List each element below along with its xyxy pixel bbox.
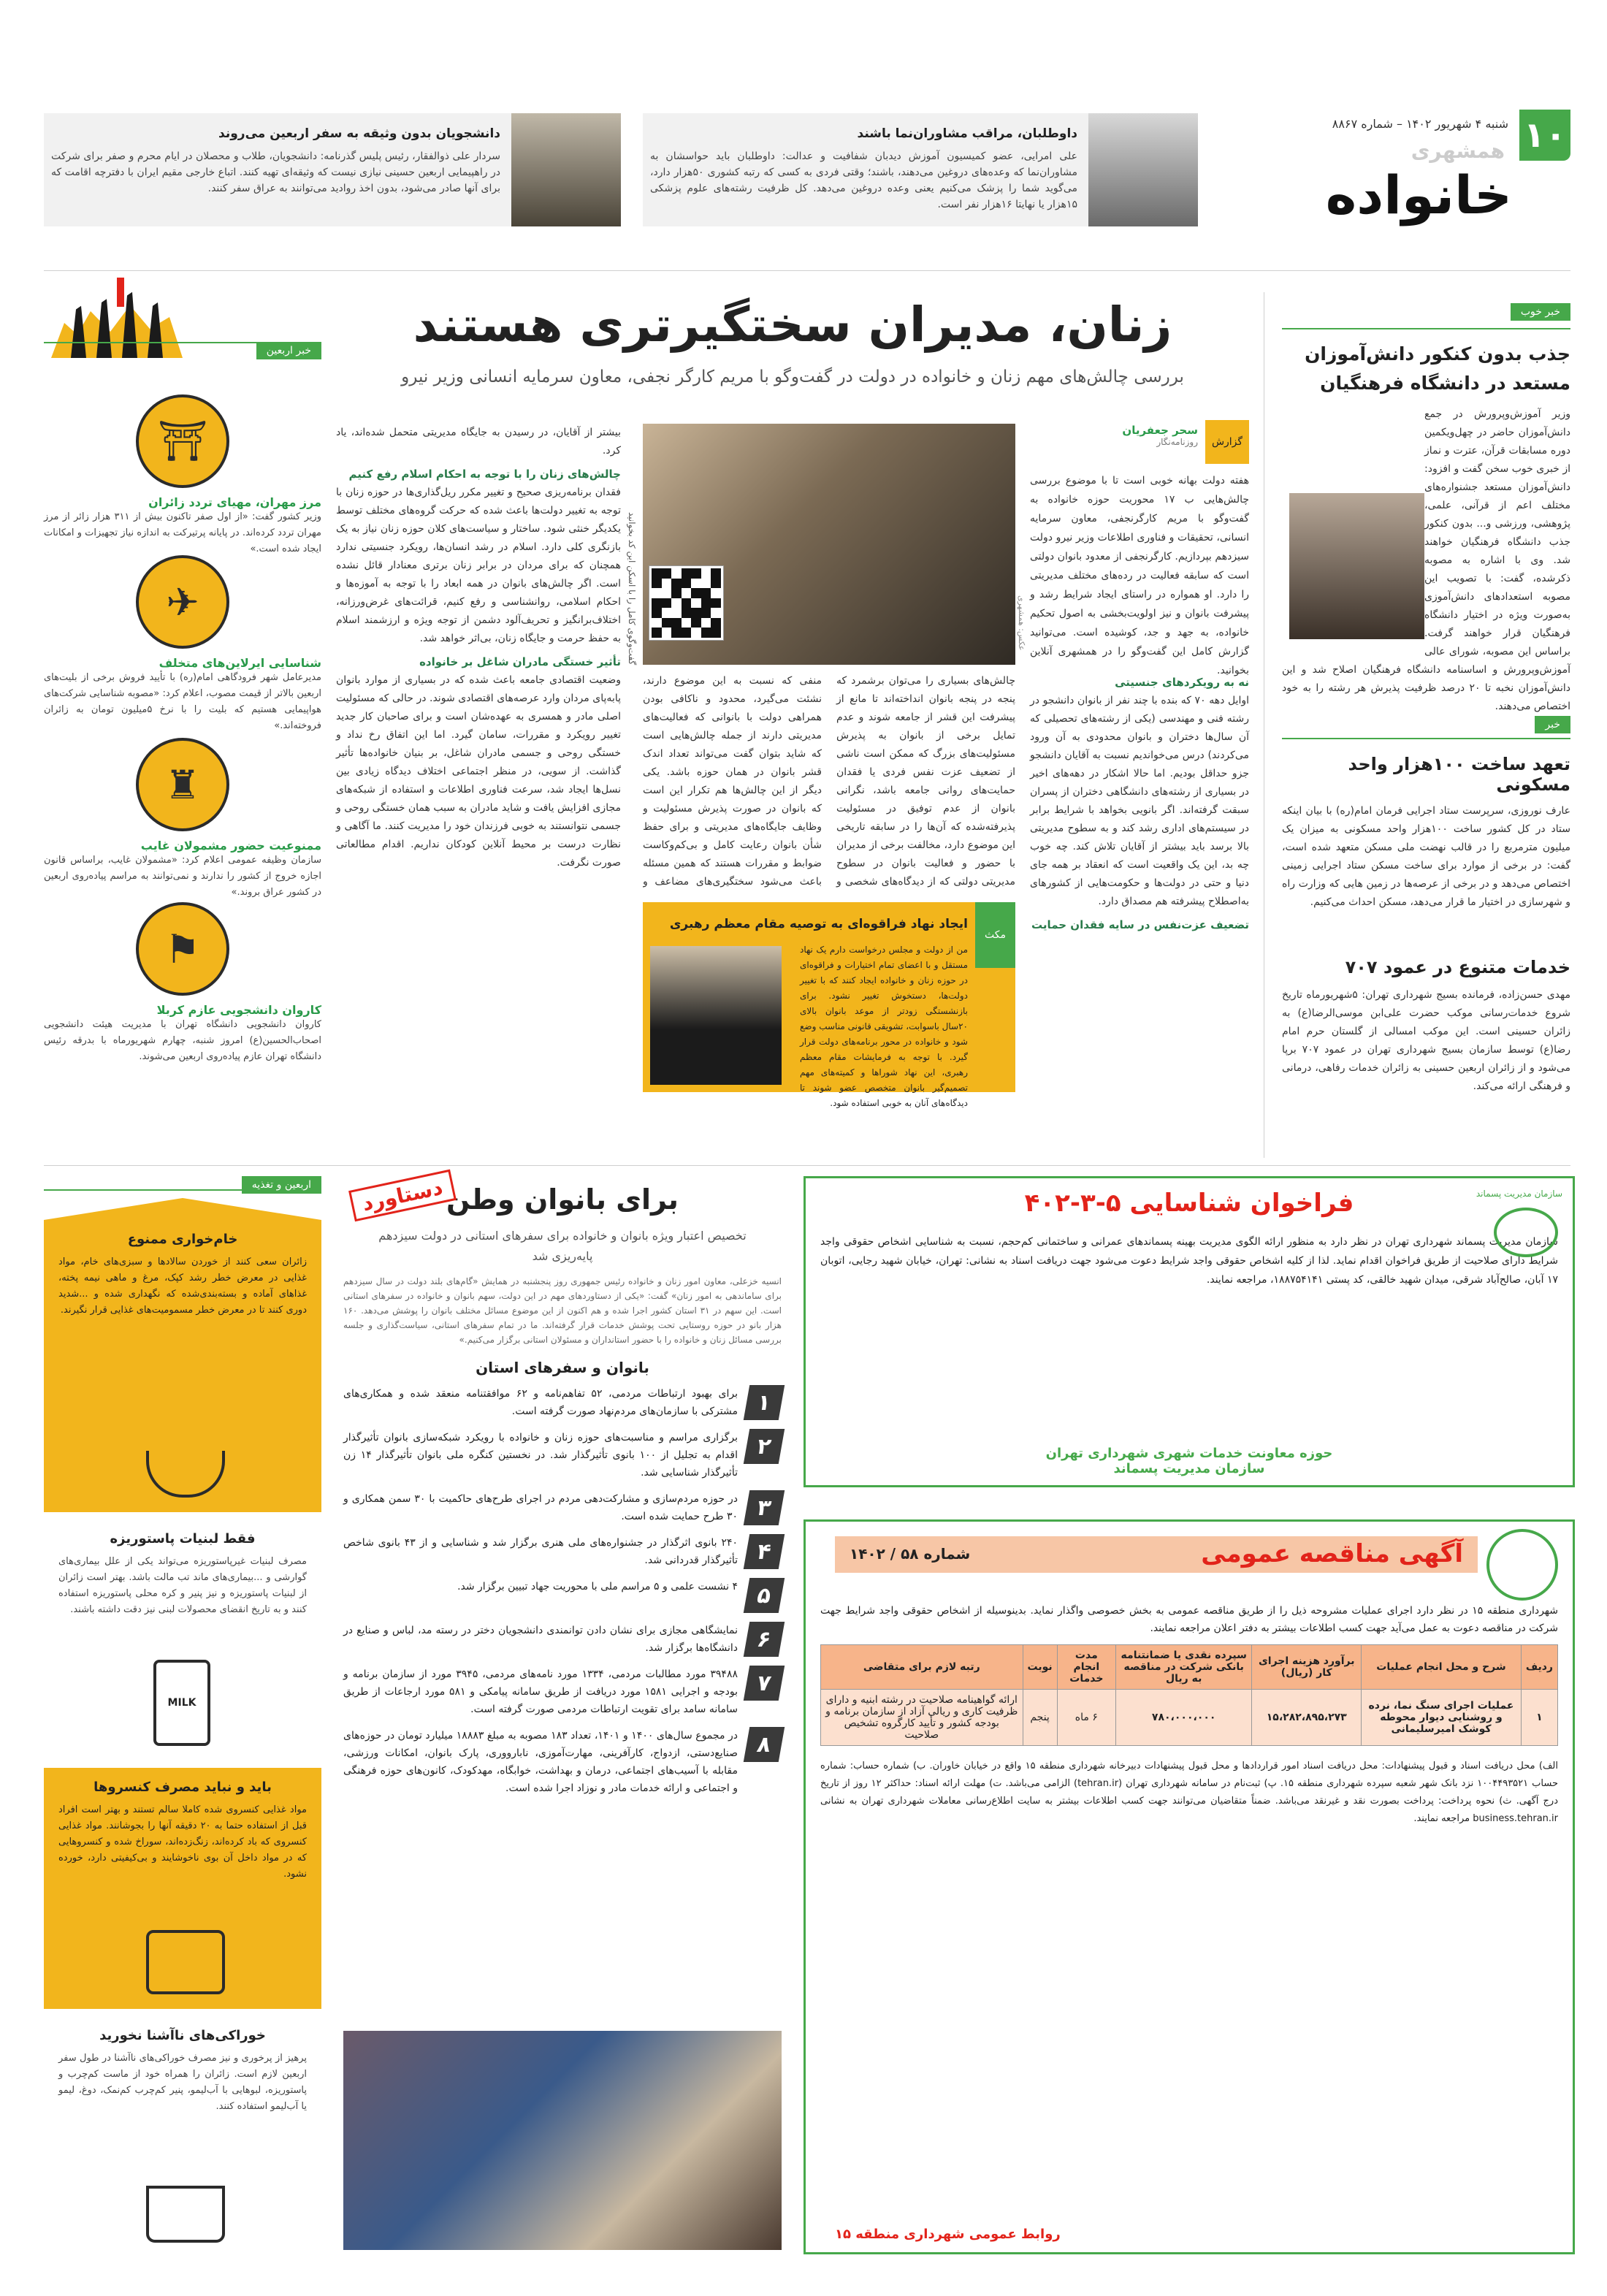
item-number: ۵ (744, 1578, 785, 1613)
ad-call-text: سازمان مدیریت پسماند شهرداری تهران در نظر دارد به منظور ارائه الگوی مدیریت بهینه پسماندهای عمرانی و ساختمانی کم‌حجم، نسبت به شناسایی اشخاص حقوقی واجد شرایط دارای صلاحیت از طریق فراخوان اقدام نماید. لذا از کلیه اشخاص حقوقی واجد شرایط دعوت می‌شود جهت دریافت اسناد به نشانی: تهران، خیابان شهید رجایی، اتوبان ۱۷ آبان، صالح‌آباد شرقی، میدان شهید خالقی، کد پستی ۱۸۸۷۵۴۱۴۱، مراجعه نمایند. (820, 1236, 1558, 1286)
qr-code (649, 566, 723, 640)
author-role: روزنامه‌نگار (1156, 437, 1198, 447)
news-1-text: عارف نوروزی، سرپرست ستاد اجرایی فرمان امام(ره) با بیان اینکه ستاد در کل کشور ساخت ۱۰۰هزار واحد مسکونی به میزان یک میلیون مترمربع را در قالب نهضت ملی مسکن متعهد شده است، گفت: در برخی از موارد برای ساخت مسکن ستاد اجرایی زمینی اختصاص می‌دهد و در برخی از عرصه‌ها در زمین هایی که وزارت راه و شهرسازی در اختیار ما قرار می‌دهد، مسکن احداث می‌کنیم. (1282, 805, 1570, 908)
ad-call-title: فراخوان شناسایی ۵-۳-۴۰۲ (1024, 1189, 1354, 1218)
card-text: مصرف لبنیات غیرپاستوریزه می‌تواند یکی از علل بیماری‌های گوارشی و ...بیماری‌های ماند تب مالت باشد. بهتر است زائران از لبنیات پاستوریزه و نیز پنیر و کره محلی پاستوریزه استفاده کنند و به تاریخ انقضای محصولات لبنی نیز دقت داشته باشند. (58, 1556, 307, 1615)
minister-photo (1289, 493, 1424, 639)
paper-name: همشهری (1411, 139, 1505, 163)
ad-tender-intro: شهرداری منطقه ۱۵ در نظر دارد اجرای عملیات مشروحه ذیل را از طریق مناقصه عمومی به بخش خصوصی واگذار نماید. بدینوسیله از اشخاص حقوقی واجد شرایط جهت شرکت در مناقصه دعوت به عمل می‌آید جهت کسب اطلاعات بیشتر به دفتر اعلان مراجعه نمایند. (820, 1605, 1558, 1634)
item-title: کاروان دانشجویی عازم کربلا (156, 1003, 321, 1017)
tender-table: ردیف شرح و محل انجام عملیات برآورد هزینه اجرای کار (ریال) سپرده نقدی یا ضمانتنامه بانکی شرکت در مناقصه به ریال مدت انجام خدمات نوبت رتبه لازم برای متقاضی ۱ عملیات اجرای سنگ نما، نرده و روشنایی دیوار محوطه کوشک امیرسلیمانی ۱۵،۲۸۲،۸۹۵،۲۷۳ ۷۸۰،۰۰۰،۰۰۰ ۶ ماه پنجم ارائه گواهینامه صلاحیت در رشته ابنیه و دارای ظرفیت کاری و ریالی آزاد از سازمان برنامه و بودجه کشور و تأیید کارگروه تشخیص صلاحیت (820, 1644, 1558, 1746)
card-text: زائران سعی کنند از خوردن سالادها و سبزی‌های خام، مواد غذایی در معرض خطر رشد کپک، مرغ و ماهی نیمه پخته، غذاهای آماده و بسته‌بندی‌شده که نگهداری شده و ...شدید دوری کنند تا در معرض خطر مسمومیت‌های غذایی قرار نگیرند. (58, 1256, 307, 1316)
callout-text: من از دولت و مجلس درخواست دارم یک نهاد مستقل و با اعضای تمام اختیارات و فراقوه‌ای در حوزه زنان و خانواده ایجاد کنند که با تغییر دولت‌ها، دستخوش تغییر نشود. برای بازنشستگی زودتر از موعد بانوان بالای ۲۰سال باسوابت، تشویقی قانونی مناسب وضع شود و خانواده در محور برنامه‌های دولت قرار گیرد. با توجه به فرمایشات مقام معظم رهبری، این نهاد شوراها و کمیته‌های مهم تصمیم‌گیر بانوان متخصص عضو شوند تا دیدگاه‌های آنان به خوبی استفاده شود. (800, 945, 968, 1108)
item-text: در حوزه مردم‌سازی و مشارکت‌دهی مردم در اجرای طرح‌های حاکمیت با ۳۰ سمن همکاری و ۳۰ طرح حمایت شده است. (343, 1493, 738, 1522)
item-title: شناسایی ایرلاین‌های متخلف (159, 656, 321, 670)
brief-text: سردار علی ذوالفقار، رئیس پلیس گذرنامه: دانشجویان، طلاب و محصلان در ایام محرم و صفر برای شرکت در راهپیمایی اربعین حسینی نیازی نیست که وثیقه‌ای تهیه کنند. اتباع خارجی مقیم ایران با دفترچه اقامت که برای آنها صادر می‌شود، بدون اخذ روادید می‌توانند به عراق سفر کنند. (51, 150, 500, 194)
lead-story (336, 289, 1249, 1158)
sewing-photo (343, 2031, 782, 2250)
subhead: تأثیر خستگی مادران شاغل بر خانواده (419, 655, 621, 668)
news-1-title: تعهد ساخت ۱۰۰هزار واحد مسکونی (1348, 754, 1570, 795)
item-text: در مجموع سال‌های ۱۴۰۰ و ۱۴۰۱، تعداد ۱۸۳ مصوبه به مبلغ ۱۸۸۸۳ میلیارد تومان در حوزه‌های صنایع‌دستی، ازدواج، کارآفرینی، مهارت‌آموزی، نابارووری، پارک بانوان، امکانات ورزشی، مقابله با آسیب‌های اجتماعی، درمان و بهداشت، خوابگاه، مهدکودک، کانون‌های حوزه فرهنگی و اجتماعی و ارائه خدمات مادر و نوزاد اجرا شده است. (343, 1730, 738, 1794)
list-title: بانوان و سفرهای استان (476, 1359, 649, 1376)
arbaeen-item (44, 902, 321, 1065)
table-row: ۱ عملیات اجرای سنگ نما، نرده و روشنایی دیوار محوطه کوشک امیرسلیمانی ۱۵،۲۸۲،۸۹۵،۲۷۳ ۷۸۰،۰۰۰،۰۰۰ ۶ ماه پنجم ارائه گواهینامه صلاحیت در رشته ابنیه و دارای ظرفیت کاری و ریالی آزاد از سازمان برنامه و بودجه کشور و تأیید کارگروه تشخیص صلاحیت (821, 1690, 1558, 1746)
lead-subtitle: بررسی چالش‌های مهم زنان و خانواده در دولت در گفت‌وگو با مریم کارگر نجفی، معاون سرمایه انسانی وزیر نیرو (401, 367, 1184, 386)
ad-call-footer: حوزه معاونت خدمات شهری شهرداری تهران سازمان مدیریت پسماند (1045, 1446, 1333, 1476)
list-item (343, 1429, 782, 1481)
ad-tender-title: آگهی مناقصه عمومی (1201, 1539, 1463, 1568)
nutrition-card (44, 1768, 321, 2009)
ad-tender-terms: الف) محل دریافت اسناد و قبول پیشنهادات: محل دریافت اسناد امور قراردادها و محل قبول پیشنهادات دبیرخانه شهرداری منطقه ۱۵ واقع در خیابان خاوران. ب) شماره حساب: شماره حساب ۱۰۰۴۴۹۳۵۲۱ نزد بانک شهر شعبه سپرده شهرداری منطقه ۱۵. پ) ثبت‌نام در سامانه شهرداری تهران (tehran.ir) الزامی می‌باشد. ت) مهلت ارائه اسناد: حداکثر ۱۲ روز از تاریخ درج آگهی. ث) نحوه پرداخت: پرداخت بصورت نقد و غیرنقد می‌باشد. ضمناً متقاضیان می‌توانند جهت کسب اطلاعات بیشتر به سایت اطلاع‌رسانی معاملات شهرداری تهران به نشانی business.tehran.ir مراجعه نمایند. (820, 1761, 1559, 1824)
item-number: ۸ (744, 1727, 785, 1762)
list-item (343, 1385, 782, 1420)
item-title: ممنوعیت حضور مشمولان غایب (140, 839, 321, 853)
avatar (1088, 113, 1198, 226)
ad-call (804, 1176, 1575, 1487)
subhead: نه به رویکردهای جنسیتی (1115, 676, 1249, 689)
item-number: ۶ (744, 1622, 785, 1657)
card-title: خام‌خواری ممنوع (127, 1232, 238, 1247)
nutrition-sidebar (44, 1176, 321, 2250)
ad-call-logo (1494, 1208, 1558, 1257)
nutrition-card (44, 1220, 321, 1512)
card-text: مواد غذایی کنسروی شده کاملا سالم تستند و بهتر است افراد قبل از استفاده حتما به ۲۰ دقیقه آنها را بجوشانند. مواد غذایی کنسروی که باد کرده‌اند، زنگ‌زده‌اند، سوراخ شده و کنسروهایی که در مواد داخل آن بوی ناخوشایند و بی‌کیفیتی دارد، خورده نشود. (58, 1804, 307, 1880)
lead-title: زنان، مدیران سختگیرتری هستند (413, 297, 1172, 353)
ad-call-org: سازمان مدیریت پسماند (1476, 1189, 1562, 1199)
section-title: خانواده (1325, 164, 1512, 226)
women-gov-subtitle: تخصیص اعتبار ویژه بانوان و خانواده برای سفرهای استانی در دولت سیزدهم پایه‌ریزی شد (378, 1229, 747, 1263)
card-title: باید و نباید مصرف کنسروها (93, 1780, 272, 1795)
ad-tender-logo (1486, 1529, 1558, 1601)
border-icon: ⛩ (136, 394, 229, 488)
top-brief-1 (643, 113, 1198, 226)
women-gov-intro: انسیه خزعلی، معاون امور زنان و خانواده رئیس جمهوری روز پنجشنبه در همایش «گام‌های بلند دولت در سال سیزدهم برای ساماندهی به امور زنان» گفت: «یکی از دستاوردهای مهم در این دولت، سهم بانوان و خانواده در سفرهای استانی است. این سهم در ۳۱ استان کشور اجرا شده و هم اکنون از این موضوع مسائل مختلف بانوان را پوشش می‌دهد. ۱۶۰ هزار بانو در حوزه روستایی تحت پوشش خدمات قرار گرفته‌اند. ما در تمام سفرهای استانی، سیاست‌گذاری و جلسه بررسی مسائل زنان و خانواده را با حضور استانداران و مسئولان استانی برگزار می‌کنیم.» (343, 1276, 782, 1345)
lead-col-3: بیشتر از آقایان، در رسیدن به جایگاه مدیریتی متحمل شده‌اند، یاد کرد. چالش‌های زنان را با توجه به احکام اسلام رفع کنیم فقدان برنامه‌ریزی صحیح و تغییر مکرر ریل‌گذاری‌ها در حوزه زنان با توجه به تغییر دولت‌ها باعث شده که حرکت گروه‌های مختلف توسط یکدیگر خنثی شود. ساختار و سیاست‌های کلان حوزه زنان نیاز به یک بازنگری کلی دارد. اسلام در رشد انسان‌ها، رویکرد جنسیتی ندارد همچنان که برای مردان در برابر زنان برتری معنادار قائل نشده است. اگر چالش‌های بانوان در همه ابعاد را با توجه به آموزه‌ها و احکام اسلامی، روانشناسی و رفع کنیم، قرائت‌های غرض‌ورزانه، اختلاف‌برانگیز و تحریف‌آلود دشمن از توجه ویژه و ارزشمند اسلام به حفظ حرمت و جایگاه زنان، بی‌اثر خواهد شد. تأثیر خستگی مادران شاغل بر خانواده وضعیت اقتصادی جامعه باعث شده که در بسیاری از موارد بانوان پابه‌پای مردان وارد عرصه‌های اقتصادی شوند. در حالی که مسئولیت اصلی مادر و همسری به عهده‌شان است و برای صاحبان کار جدید تغییر رویکرد و مقررات، سامان گیرد. اما این اتفاق رخ نداد و خستگی روحی و جسمی مادران شاغل، بر بنیان خانواده‌ها تأثیر گذاشت. از سویی، در منظر اجتماعی اختلاف دیدگاه زیادی بین نسل‌ها ایجاد شد، سرعت فناوری اطلاعات و استفاده از شبکه‌های مجازی افزایش یافت و شاید مادران به سبب همان خستگی روحی و جسمی نتوانستند به خوبی فرزندان خود را مدیریت کنند. ما آگاهی و نظارت درست بر محیط آنلاین کودکان نداریم. اقدام مطالعاتی صورت نگرفت. (336, 427, 621, 869)
author (1110, 424, 1198, 447)
arbaeen-sidebar (44, 278, 321, 1158)
subhead: چالش‌های زنان را با توجه به احکام اسلام رفع کنیم (348, 468, 621, 481)
arbaeen-item (44, 555, 321, 734)
item-text: ۴ نشست علمی و ۵ مراسم ملی با محوریت جهاد تبیین برگزار شد. (457, 1581, 738, 1593)
lead-intro: هفته دولت بهانه خوبی است تا با موضوع بررسی چالش‌هایی ب ۱۷ محوریت حوزه خانواده به گفت‌وگو با مریم کارگرنجفی، معاون سرمایه انسانی، تحقیقات و فناوری اطلاعات وزیر نیرو دولت سیزدهم بپردازیم. کارگرنجفی از معدود بانوان دولتی است که سابقه فعالیت در رده‌های مختلف مدیریتی را دارد. او همواره در راستای ایجاد شرایط رشد و پیشرفت بانوان و نیز اولویت‌بخشی به اصول تحکیم خانواده، به جهد و جد، کوشیده است. می‌توانید گزارش کامل این گفت‌وگو را در همشهری آنلاین بخوانید. (1030, 475, 1249, 676)
item-text: ۲۴۰ بانوی اثرگذار در جشنواره‌های ملی هنری برگزار شد و شناسایی و از ۴۳ بانوی شاخص تأثیرگذار قدردانی شد. (343, 1537, 738, 1566)
ad-tender-banner (835, 1536, 1478, 1573)
news-2 (1282, 957, 1570, 1096)
brief-title: داوطلبان، مراقب مشاوران‌نما باشند (857, 126, 1077, 141)
item-number: ۴ (744, 1534, 785, 1569)
photo-caption: گفت‌وگوی کامل را با اسکن این کد بخوانید (627, 511, 637, 665)
food-bowl-icon (146, 1451, 225, 1498)
author-name: سحر جعفریان (1122, 424, 1198, 437)
item-number: ۱ (744, 1385, 785, 1420)
card-text: پرهیز از پرخوری و نیز مصرف خوراکی‌های ناآشنا در طول سفر اربعین لازم است. زائران را همراه خود از ماست کم‌چرب و پاستوریزه، لبوهایی با آب‌لیمو، پنیر کم‌چرب کم‌نمک، دوغ، لیمو یا آب‌لیمو استفاده کنند. (58, 2053, 307, 2112)
brief-text: علی امرایی، عضو کمیسیون آموزش دیدبان شفافیت و عدالت: داوطلبان باید حواسشان به مشاوران‌نما که وعده‌های دروغین می‌دهند، باشند؛ وقتی فردی به کسی که رتبه کشوری ۵۰هزار دارد، می‌گوید شما را پزشک می‌کنیم یعنی وعده دروغین می‌دهد. کل ظرفیت رشته‌های علوم پزشکی ۱۵هزار یا نهایتا ۱۶هزار نفر است. (650, 150, 1077, 210)
report-label: گزارش (1205, 420, 1249, 464)
callout-title: ایجاد نهاد فراقوه‌ای به توصیه مقام معظم رهبری (669, 917, 968, 931)
nutrition-card (44, 2016, 321, 2250)
nutrition-tag: اربعین و تغذیه (242, 1176, 321, 1194)
item-number: ۲ (744, 1429, 785, 1464)
can-icon (146, 1930, 225, 1994)
nutrition-card (44, 1519, 321, 1761)
item-text: نمایشگاهی مجازی برای نشان دادن توانمندی دانشجویان دختر در رسته مد، لباس و صنایع در دانشگاه‌ها برگزار شد. (343, 1625, 738, 1654)
news-2-text: مهدی حسن‌زاده، فرمانده بسیج شهرداری تهران: ۵شهریورماه تاریخ شروع خدمات‌رسانی موکب حضرت علی‌ابن موسی‌الرضا(ع) به زائران حسینی است. این موکب امسالی از گلستان حرم امام رضا(ع) توسط سازمان بسیج شهرداری تهران در عمود ۷۰۷ برپا می‌شود و از زائران اربعین حسینی به زائران خدمات رفاهی، درمانی و فرهنگی ارائه می‌کند. (1282, 989, 1571, 1092)
callout-tag: مکث (975, 902, 1015, 968)
list-item (343, 1534, 782, 1569)
news-2-title: خدمات متنوع در عمود ۷۰۷ (1345, 957, 1570, 977)
callout-box (643, 902, 1015, 1108)
item-text: کاروان دانشجویی دانشگاه تهران با مدیریت هیئت دانشجویی اصحاب‌الحسین(ع) امروز شنبه، چهارم شهریورماه با بدرقه رئیس دانشگاه تهران عازم پیاده‌روی اربعین می‌شوند. (44, 1019, 321, 1062)
good-news (1282, 303, 1570, 716)
good-news-text: وزیر آموزش‌وپرورش در جمع دانش‌آموزان حاضر در چهل‌ویکمین دوره مسابقات قرآن، عترت و نماز از خبری خوب سخن گفت و افزود: دانش‌آموزان مستعد جشنواره‌های مختلف اعم از قرآنی، علمی، پژوهشی، ورزشی و... بدون کنکور جذب دانشگاه فرهنگیان خواهند شد. وی با اشاره به مصوبه ذکرشده، گفت: با تصویب این مصوبه استعدادهای دانش‌آموزی به‌صورت ویژه در اختیار دانشگاه فرهنگیان قرار خواهند گرفت. براساس این مصوبه، شورای عالی آموزش‌وپرورش و اساسنامه دانشگاه فرهنگیان اصلاح شد و این دانش‌آموزان نخبه تا ۲۰ درصد ظرفیت پذیرش هر رشته را به خود اختصاص می‌دهند. (1282, 408, 1570, 712)
item-title: مرز مهران، مهیای تردد زائران (148, 495, 321, 509)
photographer-credit: عکس: همشهری (1017, 595, 1026, 651)
lead-col-2: چالش‌های بسیاری را می‌توان برشمرد که پنجه در پنجه بانوان انداخته‌اند تا مانع از پیشرفت این قشر از جامعه شوند و عدم تمایل برخی از بانوان به پذیرش مسئولیت‌های بزرگ که ممکن است ناشی از تضعیف عزت نفس فردی یا فقدان حمایت‌های روانی جامعه باشد، نگرانی بانوان از عدم توفیق در مسئولیت پذیرفته‌شده که آن‌ها را در سابقه تاریخی این موضوع دارد، مخالفت برخی از مدیران با حضور و فعالیت بانوان در سطوح مدیریتی دولتی که از دیدگاه‌های شخصی و منفی که نسبت به این موضوع دارند، نشئت می‌گیرد، محدود و ناکافی بودن همراهی دولت با بانوانی که فعالیت‌های مدیریتی دارند از جمله چالش‌هایی است که شاید بتوان گفت می‌تواند تعداد اندک قشر بانوان در همان حوزه باشد. یکی دیگر از این چالش‌ها هم تکرار این است که بانوان در صورت پذیرش مسئولیت و وظایف جایگاه‌های مدیریتی و برای حفظ شأن بانوان رعایت کامل و بی‌کم‌وکاست ضوابط و مقررات هستند که همین مسئله باعث می‌شود سختگیری‌های مضاعف و (643, 675, 1015, 888)
list-item (343, 1727, 782, 1797)
arbaeen-item (44, 738, 321, 901)
page-number: ۱۰ (1519, 110, 1570, 161)
good-news-title: جذب بدون کنکور دانش‌آموزان مستعد در دانشگاه فرهنگیان (1305, 343, 1570, 394)
item-text: ۳۹۴۸۸ مورد مطالبات مردمی، ۱۳۳۴ مورد نامه‌های مردمی، ۳۹۴۵ مورد از سازمان برنامه و بودجه و اجرایی ۱۵۸۱ مورد دریافت از طریق سامانه پیامکی و ۵۸۱ مورد ارجاعات از طریق سامانه سامد برای تقویت ارتباطات مردمی صورت گرفته است. (343, 1668, 738, 1715)
item-text: سازمان وظیفه عمومی اعلام کرد: «مشمولان غایب، براساس قانون اجازه خروج از کشور را ندارند و نمی‌توانند به مراسم پیاده‌روی اربعین در کشور عراق بروند.» (44, 855, 321, 898)
item-text: برای بهبود ارتباطات مردمی، ۵۲ تفاهم‌نامه و ۶۲ موافقتنامه منعقد شده و همکاری‌های مشترکی با سازمان‌های مردم‌نهاد صورت گرفته است. (343, 1388, 738, 1417)
top-brief-2 (44, 113, 621, 226)
list-item (343, 1490, 782, 1525)
achievement-stamp: دستاورد (348, 1170, 457, 1222)
arbaeen-item (44, 394, 321, 557)
ad-tender-number: شماره ۵۸ / ۱۴۰۲ (850, 1545, 971, 1563)
women-gov-title: برای بانوان وطن (446, 1183, 679, 1216)
news-tag: خبر (1535, 716, 1570, 733)
ad-tender (804, 1519, 1575, 2254)
brief-title: دانشجویان بدون وثیقه به سفر اربعین می‌روند (218, 126, 500, 141)
achievement-list (343, 1385, 782, 1797)
soldier-icon: ♜ (136, 738, 229, 831)
masthead (1293, 110, 1570, 256)
airplane-icon: ✈ (136, 555, 229, 649)
item-text: وزیر کشور گفت: «از اول صفر تاکنون بیش از ۳۱۱ هزار زائر از مرز مهران تردد کرده‌اند. در پایانه پرتیرکت به اندازه نیاز تجهیزات و امکانات ایجاد شده است.» (44, 511, 321, 554)
subhead: تضعیف عزت‌نفس در سایه فقدان حمایت (1031, 918, 1249, 931)
lead-col-1: نه به رویکردهای جنسیتی اوایل دهه ۷۰ که بنده با چند نفر از بانوان دانشجو در رشته فنی و مهندسی (یکی از رشته‌های تحصیلی که آن سال‌ها دختران و بانوان محدودی به آن ورود می‌کردند) درس می‌خواندیم نسبت به آقایان دانشجو جزو حداقل بودیم. اما حالا اشکار در دهه‌های اخیر در بسیاری از رشته‌های دانشگاهی دختران از پسران سبقت گرفته‌اند. اگر بانویی بخواهد با شرایط برابر در سیستم‌های اداری رشد کند و به سطوح مدیریتی بالا برسد باید بیشتر از آقایان تلاش کند. چه خوب چه بد، این یک واقعیت است که انعقاد بر همه جای دنیا و حتی در دولت‌ها و حکومت‌هایی از کشورهای به‌اصطلاح پیشرفته هم مصداق دارد. تضعیف عزت‌نفس در سایه فقدان حمایت (1030, 676, 1249, 931)
flag-icon: ⚑ (136, 902, 229, 996)
callout-photo (650, 946, 782, 1085)
avatar (511, 113, 621, 226)
card-title: فقط لبنیات پاستوریزه (110, 1531, 256, 1546)
ad-tender-footer: روابط عمومی شهرداری منطقه ۱۵ (835, 2227, 1061, 2242)
item-number: ۷ (744, 1666, 785, 1701)
cooking-icon (146, 2186, 225, 2243)
women-gov-section (336, 1176, 789, 2250)
card-title: خوراکی‌های ناآشنا نخورید (99, 2028, 266, 2043)
item-text: برگزاری مراسم و مناسبت‌های حوزه زنان و خانواده با رویکرد شبکه‌سازی بانوان تأثیرگذار اقدام به تجلیل از ۱۰۰ بانوی تأثیرگذار شد. در نخستین کنگره ملی بانوان تأثیرگذار ۱۴ زن تأثیرگذار شناسایی شد. (343, 1432, 738, 1479)
date-line: شنبه ۴ شهریور ۱۴۰۲ – شماره ۸۸۶۷ (1332, 117, 1508, 131)
news-1 (1282, 716, 1570, 912)
milk-icon: MILK (153, 1660, 210, 1746)
list-item (343, 1578, 782, 1613)
item-text: مدیرعامل شهر فرودگاهی امام(ره) با تأیید فروش برخی از بلیت‌های اربعین بالاتر از قیمت مصوب، اعلام کرد: «مصوبه شناسایی شرکت‌های هواپیمایی هستیم که بلیت را با نرخ ۵میلیون تومان به زائران فروخته‌اند.» (44, 672, 321, 731)
item-number: ۳ (744, 1490, 785, 1525)
list-item (343, 1666, 782, 1718)
arbaeen-tag: خبر اربعین (256, 342, 321, 359)
good-news-tag: خبر خوب (1511, 303, 1570, 321)
list-item (343, 1622, 782, 1657)
